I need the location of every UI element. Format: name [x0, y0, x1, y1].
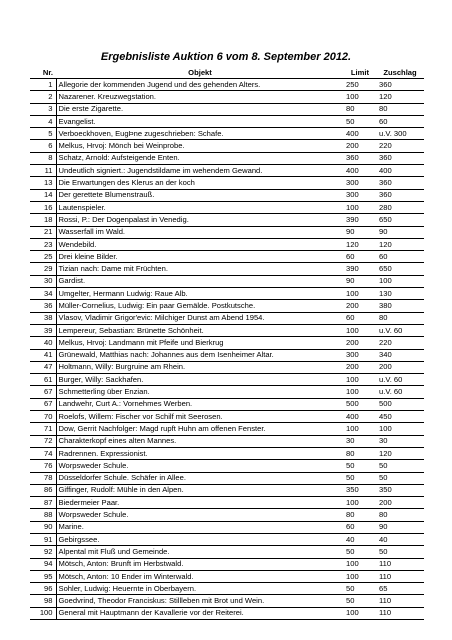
table-row [30, 472, 424, 484]
cell-zuschlag: 60 [376, 115, 424, 127]
table-row [30, 570, 424, 582]
table-row [30, 214, 424, 226]
table-row [30, 386, 424, 398]
cell-limit: 90 [344, 226, 376, 238]
cell-nr: 11 [30, 165, 56, 177]
cell-zuschlag: 340 [376, 349, 424, 361]
cell-nr: 40 [30, 337, 56, 349]
cell-zuschlag: 110 [376, 558, 424, 570]
cell-zuschlag: 80 [376, 312, 424, 324]
cell-zuschlag: 40 [376, 533, 424, 545]
cell-zuschlag: 80 [376, 509, 424, 521]
cell-nr: 90 [30, 521, 56, 533]
table-row [30, 128, 424, 140]
cell-nr: 95 [30, 570, 56, 582]
table-row [30, 361, 424, 373]
table-row [30, 484, 424, 496]
cell-limit: 300 [344, 177, 376, 189]
cell-objekt: Tizian nach: Dame mit Früchten. [56, 263, 344, 275]
cell-limit: 50 [344, 546, 376, 558]
cell-zuschlag: 500 [376, 398, 424, 410]
cell-nr: 87 [30, 497, 56, 509]
table-row [30, 288, 424, 300]
table-row [30, 103, 424, 115]
table-row [30, 263, 424, 275]
cell-nr: 14 [30, 189, 56, 201]
table-row [30, 374, 424, 386]
table-row [30, 79, 424, 91]
cell-objekt: Lempereur, Sebastian: Brünette Schönheit. [56, 324, 344, 336]
table-row [30, 546, 424, 558]
cell-limit: 100 [344, 497, 376, 509]
cell-nr: 3 [30, 103, 56, 115]
cell-nr: 8 [30, 152, 56, 164]
cell-objekt: Giffinger, Rudolf: Mühle in den Alpen. [56, 484, 344, 496]
cell-limit: 50 [344, 460, 376, 472]
cell-objekt: Undeutlich signiert.: Jugendstildame im wehendem Gewand. [56, 165, 344, 177]
cell-nr: 74 [30, 447, 56, 459]
cell-zuschlag: 130 [376, 288, 424, 300]
cell-zuschlag: 50 [376, 546, 424, 558]
cell-zuschlag: 360 [376, 189, 424, 201]
cell-objekt: General mit Hauptmann der Kavallerie vor der Reiterei. [56, 607, 344, 619]
table-row [30, 91, 424, 103]
table-row [30, 140, 424, 152]
cell-nr: 30 [30, 275, 56, 287]
cell-zuschlag: 110 [376, 595, 424, 607]
cell-objekt: Biedermeier Paar. [56, 497, 344, 509]
cell-objekt: Worpsweder Schule. [56, 509, 344, 521]
cell-objekt: Gardist. [56, 275, 344, 287]
cell-limit: 30 [344, 435, 376, 447]
cell-limit: 100 [344, 423, 376, 435]
cell-nr: 23 [30, 238, 56, 250]
cell-zuschlag: 90 [376, 521, 424, 533]
table-row [30, 165, 424, 177]
cell-zuschlag: 30 [376, 435, 424, 447]
header-zuschlag: Zuschlag [376, 66, 424, 79]
cell-nr: 94 [30, 558, 56, 570]
table-row [30, 324, 424, 336]
cell-limit: 120 [344, 238, 376, 250]
cell-objekt: Schatz, Arnold: Aufsteigende Enten. [56, 152, 344, 164]
cell-nr: 36 [30, 300, 56, 312]
cell-zuschlag: 400 [376, 165, 424, 177]
cell-nr: 96 [30, 583, 56, 595]
cell-limit: 100 [344, 91, 376, 103]
cell-zuschlag: 110 [376, 570, 424, 582]
cell-objekt: Drei kleine Bilder. [56, 251, 344, 263]
cell-objekt: Der gerettete Blumenstrauß. [56, 189, 344, 201]
cell-nr: 67 [30, 386, 56, 398]
cell-nr: 67 [30, 398, 56, 410]
table-header-row [30, 66, 424, 79]
table-row [30, 349, 424, 361]
cell-limit: 100 [344, 201, 376, 213]
table-row [30, 497, 424, 509]
cell-nr: 18 [30, 214, 56, 226]
table-row [30, 558, 424, 570]
cell-objekt: Dow, Gerrit Nachfolger: Magd rupft Huhn am offenen Fenster. [56, 423, 344, 435]
cell-limit: 80 [344, 447, 376, 459]
cell-limit: 200 [344, 337, 376, 349]
cell-nr: 21 [30, 226, 56, 238]
cell-limit: 100 [344, 570, 376, 582]
cell-limit: 100 [344, 288, 376, 300]
table-row [30, 460, 424, 472]
cell-objekt: Mötsch, Anton: 10 Ender im Winterwald. [56, 570, 344, 582]
cell-nr: 5 [30, 128, 56, 140]
cell-limit: 60 [344, 312, 376, 324]
cell-objekt: Sohler, Ludwig: Heuernte in Oberbayern. [56, 583, 344, 595]
cell-objekt: Düsseldorfer Schule. Schäfer in Allee. [56, 472, 344, 484]
cell-limit: 300 [344, 349, 376, 361]
cell-objekt: Lautenspieler. [56, 201, 344, 213]
table-row [30, 583, 424, 595]
cell-nr: 2 [30, 91, 56, 103]
table-row [30, 251, 424, 263]
cell-limit: 360 [344, 152, 376, 164]
cell-objekt: Roelofs, Willem: Fischer vor Schilf mit Seerosen. [56, 411, 344, 423]
cell-limit: 350 [344, 484, 376, 496]
cell-nr: 88 [30, 509, 56, 521]
cell-objekt: Umgelter, Hermann Ludwig: Raue Alb. [56, 288, 344, 300]
header-objekt: Objekt [56, 66, 344, 79]
cell-limit: 200 [344, 361, 376, 373]
cell-zuschlag: 450 [376, 411, 424, 423]
cell-nr: 92 [30, 546, 56, 558]
cell-zuschlag: 280 [376, 201, 424, 213]
cell-zuschlag: 350 [376, 484, 424, 496]
table-row [30, 435, 424, 447]
cell-nr: 16 [30, 201, 56, 213]
cell-zuschlag: 50 [376, 472, 424, 484]
table-row [30, 115, 424, 127]
results-table [30, 66, 424, 620]
table-row [30, 398, 424, 410]
cell-zuschlag: 650 [376, 214, 424, 226]
cell-objekt: Die erste Zigarette. [56, 103, 344, 115]
cell-limit: 250 [344, 79, 376, 91]
table-row [30, 423, 424, 435]
cell-objekt: Mötsch, Anton: Brunft im Herbstwald. [56, 558, 344, 570]
header-limit: Limit [344, 66, 376, 79]
cell-zuschlag: 120 [376, 447, 424, 459]
cell-zuschlag: 120 [376, 238, 424, 250]
cell-limit: 90 [344, 275, 376, 287]
table-row [30, 152, 424, 164]
cell-nr: 61 [30, 374, 56, 386]
cell-limit: 100 [344, 374, 376, 386]
cell-nr: 39 [30, 324, 56, 336]
cell-limit: 390 [344, 263, 376, 275]
cell-objekt: Burger, Willy: Sackhafen. [56, 374, 344, 386]
cell-limit: 100 [344, 386, 376, 398]
cell-nr: 6 [30, 140, 56, 152]
cell-nr: 91 [30, 533, 56, 545]
cell-nr: 34 [30, 288, 56, 300]
cell-limit: 60 [344, 251, 376, 263]
cell-zuschlag: 360 [376, 79, 424, 91]
cell-zuschlag: u.V. 300 [376, 128, 424, 140]
cell-limit: 400 [344, 411, 376, 423]
cell-limit: 400 [344, 128, 376, 140]
cell-zuschlag: 200 [376, 497, 424, 509]
cell-zuschlag: 100 [376, 275, 424, 287]
cell-limit: 300 [344, 189, 376, 201]
cell-limit: 100 [344, 558, 376, 570]
cell-limit: 200 [344, 140, 376, 152]
cell-nr: 78 [30, 472, 56, 484]
cell-zuschlag: 360 [376, 177, 424, 189]
cell-nr: 4 [30, 115, 56, 127]
cell-limit: 50 [344, 595, 376, 607]
cell-objekt: Die Erwartungen des Klerus an der koch [56, 177, 344, 189]
cell-limit: 80 [344, 103, 376, 115]
cell-nr: 25 [30, 251, 56, 263]
table-row [30, 238, 424, 250]
table-row [30, 521, 424, 533]
header-nr: Nr. [30, 66, 56, 79]
cell-zuschlag: 100 [376, 423, 424, 435]
cell-zuschlag: 220 [376, 337, 424, 349]
cell-zuschlag: 360 [376, 152, 424, 164]
cell-objekt: Melkus, Hrvoj: Mönch bei Weinprobe. [56, 140, 344, 152]
table-row [30, 509, 424, 521]
cell-objekt: Schmetterling über Enzian. [56, 386, 344, 398]
cell-objekt: Marine. [56, 521, 344, 533]
cell-zuschlag: 65 [376, 583, 424, 595]
cell-nr: 47 [30, 361, 56, 373]
cell-objekt: Allegorie der kommenden Jugend und des gehenden Alters. [56, 79, 344, 91]
table-row [30, 312, 424, 324]
cell-zuschlag: 220 [376, 140, 424, 152]
cell-limit: 40 [344, 533, 376, 545]
cell-zuschlag: u.V. 60 [376, 386, 424, 398]
cell-nr: 86 [30, 484, 56, 496]
cell-objekt: Rossi, P.: Der Dogenpalast in Venedig. [56, 214, 344, 226]
cell-limit: 80 [344, 509, 376, 521]
cell-limit: 100 [344, 607, 376, 619]
table-row [30, 447, 424, 459]
cell-objekt: Evangelist. [56, 115, 344, 127]
cell-nr: 71 [30, 423, 56, 435]
cell-zuschlag: u.V. 60 [376, 324, 424, 336]
cell-limit: 60 [344, 521, 376, 533]
cell-zuschlag: 120 [376, 91, 424, 103]
cell-nr: 1 [30, 79, 56, 91]
cell-objekt: Vlasov, Vladimir Grigor'evic: Milchiger Dunst am Abend 1954. [56, 312, 344, 324]
cell-objekt: Verboeckhoven, EugÞne zugeschrieben: Schafe. [56, 128, 344, 140]
cell-objekt: Müller-Cornelius, Ludwig: Ein paar Gemälde. Postkutsche. [56, 300, 344, 312]
cell-nr: 29 [30, 263, 56, 275]
cell-zuschlag: 90 [376, 226, 424, 238]
cell-objekt: Nazarener. Kreuzwegstation. [56, 91, 344, 103]
cell-objekt: Goedvrind, Theodor Franciskus: Stillleben mit Brot und Wein. [56, 595, 344, 607]
cell-objekt: Holtmann, Willy: Burgruine am Rhein. [56, 361, 344, 373]
cell-objekt: Melkus, Hrvoj: Landmann mit Pfeife und Bierkrug [56, 337, 344, 349]
cell-objekt: Charakterkopf eines alten Mannes. [56, 435, 344, 447]
cell-objekt: Alpental mit Fluß und Gemeinde. [56, 546, 344, 558]
cell-zuschlag: 50 [376, 460, 424, 472]
cell-limit: 50 [344, 115, 376, 127]
cell-limit: 100 [344, 324, 376, 336]
table-row [30, 275, 424, 287]
cell-zuschlag: 110 [376, 607, 424, 619]
table-row [30, 411, 424, 423]
table-row [30, 201, 424, 213]
table-row [30, 189, 424, 201]
cell-objekt: Wendebild. [56, 238, 344, 250]
cell-limit: 200 [344, 300, 376, 312]
cell-zuschlag: 650 [376, 263, 424, 275]
table-row [30, 533, 424, 545]
table-row [30, 226, 424, 238]
cell-nr: 100 [30, 607, 56, 619]
cell-zuschlag: u.V. 60 [376, 374, 424, 386]
cell-objekt: Landwehr, Curt A.: Vornehmes Werben. [56, 398, 344, 410]
cell-limit: 500 [344, 398, 376, 410]
table-row [30, 607, 424, 619]
cell-nr: 38 [30, 312, 56, 324]
cell-objekt: Gebirgssee. [56, 533, 344, 545]
cell-zuschlag: 380 [376, 300, 424, 312]
cell-nr: 76 [30, 460, 56, 472]
page-title: Ergebnisliste Auktion 6 vom 8. September 2012. [100, 51, 352, 63]
cell-limit: 400 [344, 165, 376, 177]
cell-limit: 50 [344, 472, 376, 484]
table-body [30, 79, 424, 620]
cell-zuschlag: 60 [376, 251, 424, 263]
cell-objekt: Grünewald, Matthias nach: Johannes aus dem Isenheimer Altar. [56, 349, 344, 361]
cell-nr: 70 [30, 411, 56, 423]
cell-zuschlag: 80 [376, 103, 424, 115]
cell-objekt: Radrennen. Expressionist. [56, 447, 344, 459]
cell-nr: 13 [30, 177, 56, 189]
cell-zuschlag: 200 [376, 361, 424, 373]
cell-objekt: Worpsweder Schule. [56, 460, 344, 472]
table-row [30, 300, 424, 312]
cell-limit: 50 [344, 583, 376, 595]
table-row [30, 177, 424, 189]
cell-limit: 390 [344, 214, 376, 226]
cell-nr: 72 [30, 435, 56, 447]
cell-objekt: Wasserfall im Wald. [56, 226, 344, 238]
table-row [30, 337, 424, 349]
table-row [30, 595, 424, 607]
cell-nr: 41 [30, 349, 56, 361]
cell-nr: 98 [30, 595, 56, 607]
